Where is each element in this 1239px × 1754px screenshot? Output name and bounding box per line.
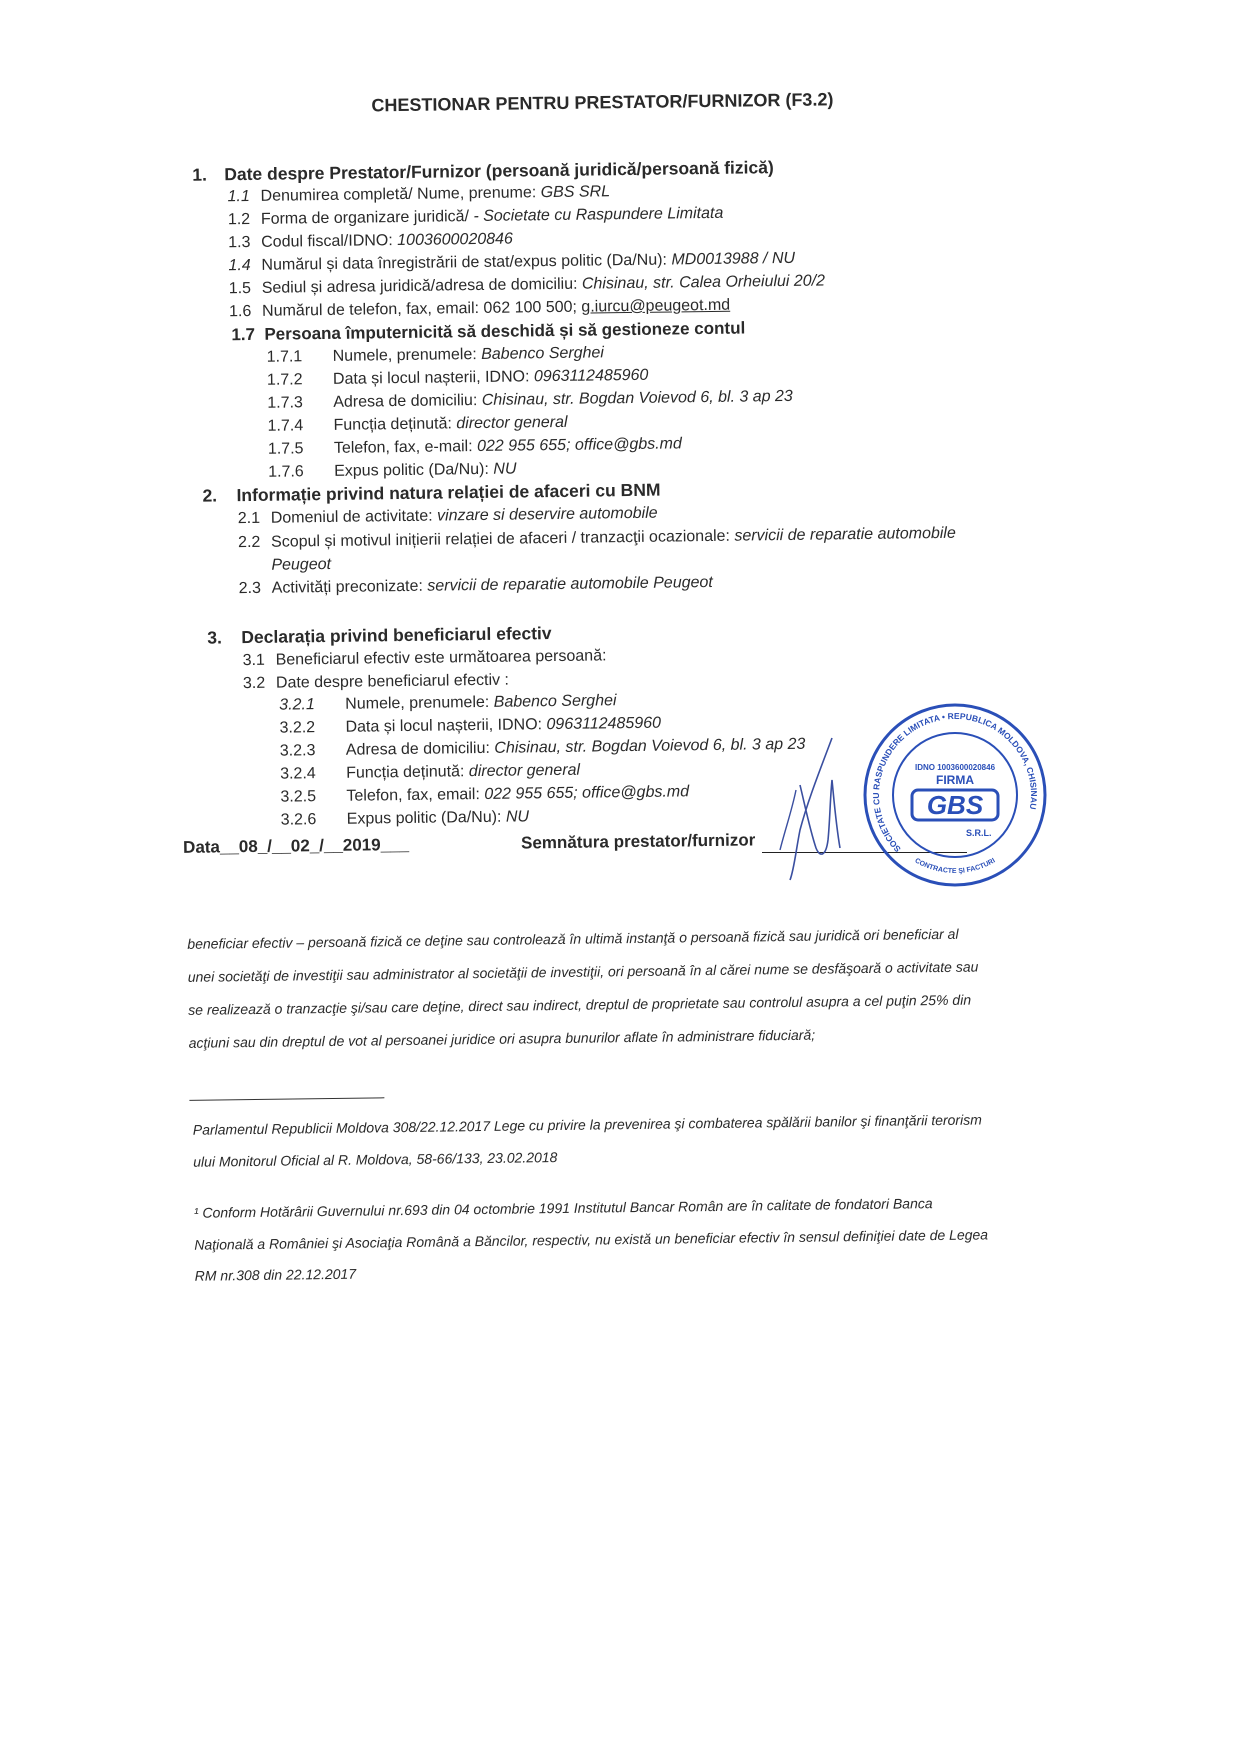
field-3-2-4 [280,761,580,785]
footnote-divider [189,1097,384,1101]
definition-line: se realizează o tranzacţie şi/sau care deţine, direct sau indirect, dreptul de proprietate sau controlul asupra a cel puţin 25% din [188,991,972,1018]
field-label: Numele, prenumele: [332,345,482,365]
field-1-3 [228,230,513,254]
field-number: 1.7.2 [266,371,303,389]
company-stamp [860,700,1050,890]
field-value: 0963112485960 [546,714,662,734]
section-3-title: Declarația privind beneficiarul efectiv [241,623,552,648]
document-title: CHESTIONAR PENTRU PRESTATOR/FURNIZOR (F3.2) [371,89,834,116]
field-label: Sediul și adresa juridică/adresa de domiciliu: [261,275,583,297]
field-2-3 [239,573,713,599]
field-1-6 [229,296,730,323]
field-value: 022 955 655; office@gbs.md [476,435,682,456]
field-number: 1.3 [228,233,251,252]
field-number: 3.2.3 [279,742,316,760]
field-value: 022 955 655; office@gbs.md [484,783,690,803]
field-number: 3.2 [242,674,266,693]
field-1-7-2 [267,366,649,391]
field-label: Activități preconizate: [271,577,428,597]
field-3-2-5 [280,782,689,807]
field-1-7-4 [267,413,567,437]
field-label: Adresa de domiciliu: [345,739,495,759]
field-label: Forma de organizare juridică/ [260,208,474,228]
field-number: 1.7.4 [267,417,304,435]
field-number: 3.2.5 [280,788,317,806]
field-number: 3.2.2 [279,719,316,737]
field-3-2-6 [281,807,530,830]
definition-line: unei societăţi de investiţii sau administrator al societăţii de investiţii, ori persoană în al cărei nume se desfăşoară o activitate sau [187,958,979,985]
field-2-2 [238,524,956,553]
field-label: Scopul și motivul inițierii relației de afaceri / tranzacţii ocazionale: [270,527,735,551]
field-value: servicii de reparatie automobile [734,524,956,545]
field-3-2-3 [280,735,806,762]
field-3-2-1 [279,691,617,715]
field-3-2-2 [279,714,661,739]
field-number: 1.7.3 [267,394,303,412]
section-2-title: Informație privind natura relației de afaceri cu BNM [236,479,661,506]
footnote-line: ¹ Conform Hotărârii Guvernului nr.693 din 04 octombrie 1991 Institutul Bancar Român are în calitate de fondatori Banca [193,1195,933,1221]
field-value: Chisinau, str. Calea Orheiului 20/2 [581,272,826,293]
field-value: vinzare si deservire automobile [436,504,658,525]
field-value: NU [505,808,530,826]
section-1-title: Date despre Prestator/Furnizor (persoană juridică/persoană fizică) [224,157,774,185]
section-3-heading [207,623,551,648]
definition-line: beneficiar efectiv – persoană fizică ce deţine sau controlează în ultimă instanţă o persoană fizică sau juridică ori beneficiar al [187,925,959,952]
field-label: Data și locul nașterii, IDNO: [332,368,535,388]
field-label: Codul fiscal/IDNO: [261,232,398,251]
field-number: 3.2.4 [280,765,316,783]
field-number: 1.7.5 [267,440,304,458]
field-label: Date despre beneficiarul efectiv : [275,671,510,692]
field-label: Telefon, fax, e-mail: [333,438,478,457]
field-label: Data și locul nașterii, IDNO: [345,716,547,736]
stamp-ring-text: SOCIETATE CU RASPUNDERE LIMITATA • REPUBLICA MOLDOVA, CHISINAU [870,710,1040,855]
field-number: 3.1 [242,651,266,670]
field-label: Expus politic (Da/Nu): [334,460,494,480]
field-number: 3.2.6 [280,811,317,829]
field-1-2 [228,204,724,230]
field-number: 2.3 [238,579,262,598]
field-value: GBS SRL [540,183,611,202]
field-value: servicii de reparatie automobile Peugeot [427,573,713,595]
field-label: Telefon, fax, email: [346,785,485,805]
field-1-7-1 [267,343,605,367]
field-value: NU [493,460,517,478]
footnote-line: Parlamentul Republicii Moldova 308/22.12.2017 Lege cu privire la prevenirea şi combaterea spălării banilor şi finanţării terorism [192,1111,982,1138]
stamp-idno: IDNO 1003600020846 [914,763,996,772]
stamp-srl: S.R.L. [966,828,992,838]
stamp-bottom-text: CONTRACTE ŞI FACTURI [913,857,997,876]
field-label: Domeniul de activitate: [270,507,438,527]
subsection-title: Persoana împuternicită să deschidă și să gestioneze contul [264,318,746,344]
footnote-line: Naţională a României şi Asociaţia Română a Băncilor, respectiv, nu există un beneficiar efectiv în sensul definiţiei date de Legea [194,1226,989,1253]
date-field: Data__08_/__02_/__2019___ [182,834,410,857]
field-1-5 [229,271,825,299]
field-3-2 [243,671,509,694]
field-number: 1.5 [228,279,252,298]
field-label: Funcția deținută: [333,415,457,434]
email-link[interactable]: g.iurcu@peugeot.md [581,296,731,316]
footnote-line: RM nr.308 din 22.12.2017 [194,1265,357,1284]
field-label: Numele, prenumele: [345,693,494,713]
section-1-heading [192,157,774,185]
field-value: Chisinau, str. Bogdan Voievod 6, bl. 3 ap 23 [494,735,806,757]
field-number: 1.2 [227,210,251,229]
field-number: 1.4 [228,256,251,275]
field-value: MD0013988 / NU [671,249,796,269]
field-2-1 [238,504,658,529]
field-number: 1.1 [227,187,250,206]
section-1-number: 1. [192,164,208,185]
field-value: Chisinau, str. Bogdan Voievod 6, bl. 3 ap 23 [481,387,793,409]
subsection-1-7-heading [231,318,745,345]
field-number: 1.7.6 [268,463,304,481]
section-3-number: 3. [207,627,223,648]
field-number: 2.2 [237,533,261,552]
field-1-7-6 [268,460,517,483]
field-label: Numărul și data înregistrării de stat/expus politic (Da/Nu): [261,251,672,274]
field-2-2-continued: Peugeot [271,555,332,574]
field-1-7-3 [267,387,793,414]
field-1-7-5 [268,434,682,459]
field-label: Numărul de telefon, fax, email: 062 100 500; [261,298,582,320]
field-number: 1.6 [228,302,252,321]
section-2-heading [202,480,660,506]
section-2-number: 2. [202,485,218,506]
field-number: 3.2.1 [279,696,315,714]
field-1-1 [227,182,610,207]
field-number: 1.7 [231,324,256,345]
field-3-1 [243,646,607,671]
stamp-logo-gbs: GBS [926,790,984,820]
definition-line: acţiuni sau din dreptul de vot al persoanei juridice ori asupra bunurilor aflate în administrare fiduciară; [188,1026,816,1051]
signature-label: Semnătura prestator/furnizor [520,830,756,853]
field-number: 1.7.1 [266,348,303,366]
field-value: Babenco Serghei [481,344,605,363]
field-label: Expus politic (Da/Nu): [346,808,507,828]
field-value: director general [456,413,568,433]
svg-text:CONTRACTE ŞI FACTURI [913,857,996,875]
stamp-firma: FIRMA [936,773,974,787]
field-label: Funcția deținută: [346,763,469,782]
field-value: Babenco Serghei [493,692,617,711]
field-value: - Societate cu Raspundere Limitata [473,204,724,226]
field-value: director general [468,761,581,781]
footnote-line: ului Monitorul Oficial al R. Moldova, 58-66/133, 23.02.2018 [193,1149,558,1170]
field-number: 2.1 [237,509,261,528]
field-value: 1003600020846 [397,230,514,250]
field-value: 0963112485960 [533,366,649,386]
field-label: Beneficiarul efectiv este următoarea persoană: [275,647,607,669]
field-label: Adresa de domiciliu: [333,391,482,411]
field-label: Denumirea completă/ Nume, prenume: [260,184,541,205]
